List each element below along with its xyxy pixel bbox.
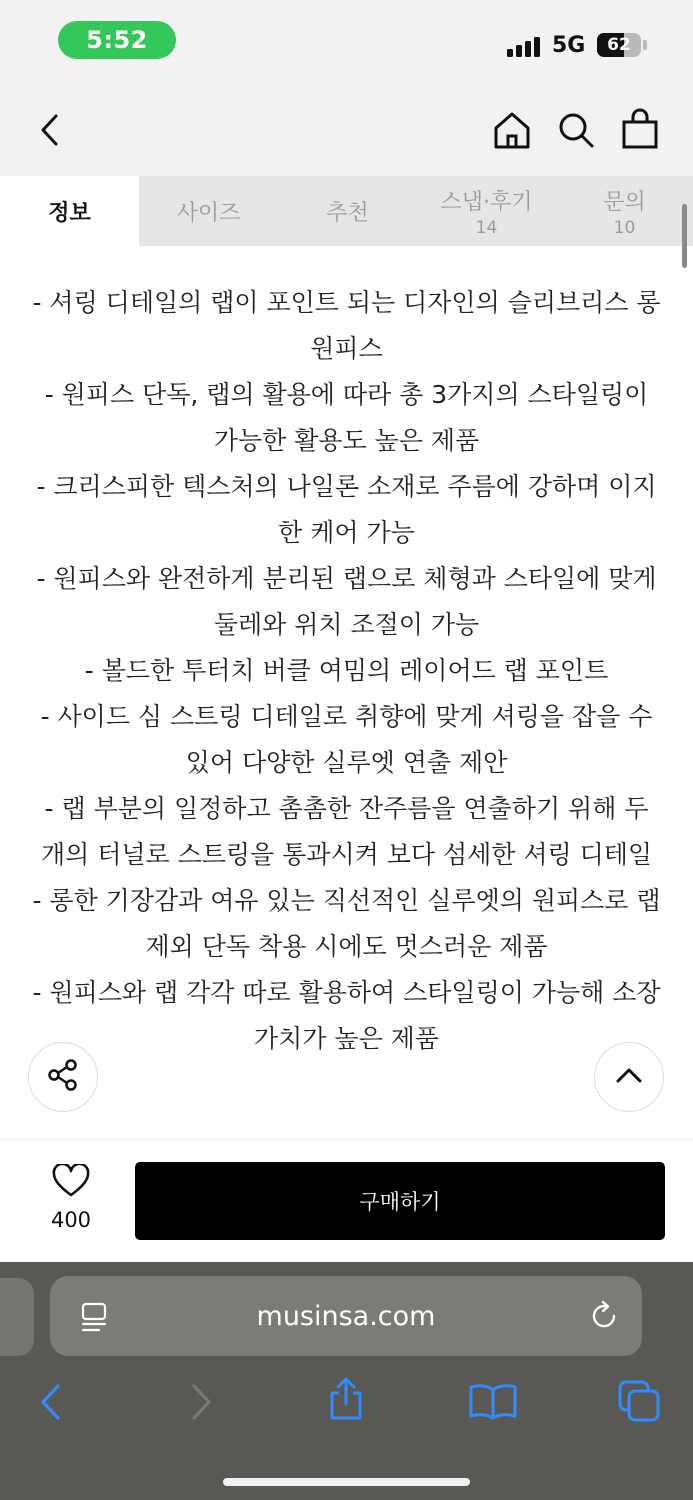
previous-tab-preview[interactable] (0, 1278, 34, 1356)
forward-icon[interactable] (186, 1382, 216, 1426)
description-line: - 롱한 기장감과 여유 있는 직선적인 실루엣의 원피스로 랩 (32, 886, 661, 915)
browser-toolbar (0, 1262, 693, 1500)
shopping-bag-icon[interactable] (618, 106, 662, 152)
tab-inquiry[interactable] (556, 176, 693, 246)
description-line: - 볼드한 투터치 버클 여밈의 레이어드 랩 포인트 (84, 656, 609, 685)
cellular-signal-icon (507, 35, 540, 57)
tab-label: 사이즈 (176, 200, 241, 226)
description-line: 원피스 (310, 334, 383, 363)
tab-count: 10 (613, 217, 636, 238)
like-count: 400 (50, 1208, 92, 1232)
description-line: 개의 터널로 스트링을 통과시켜 보다 섬세한 셔링 디테일 (40, 840, 653, 869)
back-icon[interactable] (36, 1382, 66, 1426)
product-tabs (0, 176, 693, 246)
buy-button[interactable]: 구매하기 (135, 1162, 665, 1240)
description-line: - 셔링 디테일의 랩이 포인트 되는 디자인의 슬리브리스 롱 (32, 288, 661, 317)
back-chevron-icon[interactable] (30, 110, 70, 150)
home-indicator (223, 1478, 470, 1486)
chevron-up-icon (614, 1065, 644, 1089)
status-time[interactable]: 5:52 (58, 21, 176, 59)
tab-info[interactable] (0, 176, 139, 246)
description-line: 있어 다양한 실루엣 연출 제안 (185, 748, 508, 777)
description-line: - 원피스 단독, 랩의 활용에 따라 총 3가지의 스타일링이 (44, 380, 649, 409)
tab-recommend[interactable] (278, 176, 417, 246)
tab-label: 스냅·후기 (440, 189, 533, 215)
description-line: 한 케어 가능 (278, 518, 415, 547)
tab-snap-review[interactable] (417, 176, 556, 246)
scrollbar-thumb[interactable] (682, 204, 687, 268)
tab-label: 정보 (48, 200, 91, 226)
battery-percent: 62 (607, 35, 631, 55)
reload-icon[interactable] (588, 1300, 620, 1336)
description-line: - 원피스와 랩 각각 따로 활용하여 스타일링이 가능해 소장 (32, 978, 661, 1007)
tab-label: 추천 (326, 200, 369, 226)
divider (0, 1139, 693, 1140)
home-icon[interactable] (490, 108, 534, 152)
description-line: 제외 단독 착용 시에도 멋스러운 제품 (145, 932, 548, 961)
description-line: - 원피스와 완전하게 분리된 랩으로 체형과 스타일에 맞게 (36, 564, 657, 593)
share-icon (46, 1058, 80, 1096)
battery-cap (643, 40, 647, 50)
description-line: 둘레와 위치 조절이 가능 (213, 610, 480, 639)
bookmarks-icon[interactable] (468, 1382, 518, 1424)
tab-size[interactable] (139, 176, 278, 246)
search-icon[interactable] (554, 108, 598, 152)
battery-icon (597, 33, 641, 57)
network-type: 5G (552, 33, 586, 58)
tab-label: 문의 (603, 189, 646, 215)
share-icon[interactable] (326, 1376, 366, 1426)
description-line: 가치가 높은 제품 (254, 1024, 439, 1053)
description-line: - 크리스피한 텍스처의 나일론 소재로 주름에 강하며 이지 (36, 472, 657, 501)
share-button[interactable] (28, 1042, 98, 1112)
scroll-to-top-button[interactable] (594, 1042, 664, 1112)
heart-icon (52, 1164, 90, 1202)
product-description (18, 280, 675, 1062)
status-bar (0, 0, 693, 90)
tabs-icon[interactable] (616, 1378, 662, 1428)
like-button[interactable] (36, 1164, 106, 1232)
top-navigation (0, 90, 693, 176)
description-line: 가능한 활용도 높은 제품 (213, 426, 480, 455)
tab-count: 14 (475, 217, 498, 238)
description-line: - 랩 부분의 일정하고 촘촘한 잔주름을 연출하기 위해 두 (44, 794, 649, 823)
url-text[interactable]: musinsa.com (256, 1300, 436, 1332)
address-bar[interactable] (50, 1276, 642, 1356)
description-line: - 사이드 심 스트링 디테일로 취향에 맞게 셔링을 잡을 수 (40, 702, 653, 731)
